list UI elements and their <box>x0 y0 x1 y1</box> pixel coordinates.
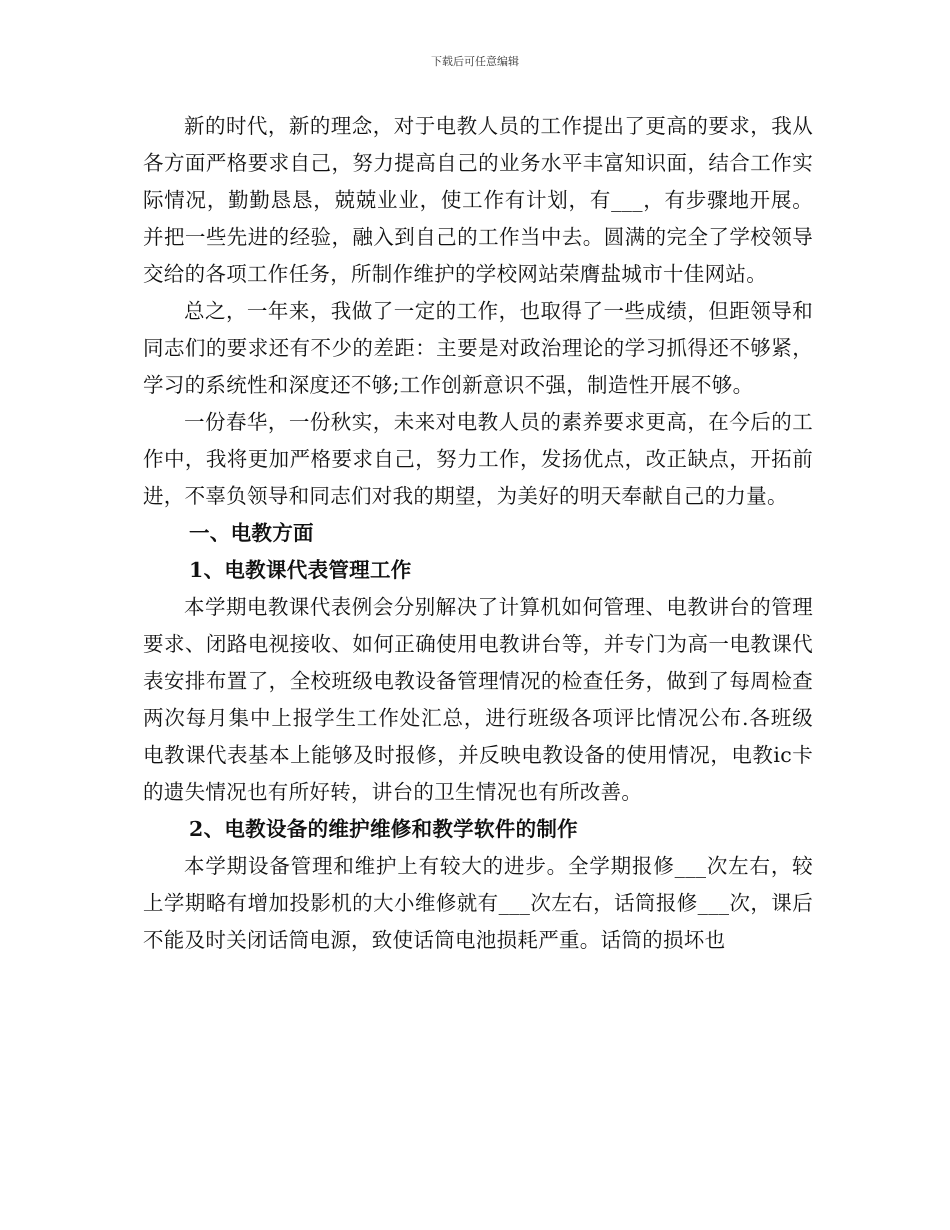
paragraph-new-era: 新的时代，新的理念，对于电教人员的工作提出了更高的要求，我从各方面严格要求自己，努力提高自己的业务水平丰富知识面，结合工作实际情况，勤勤恳恳，兢兢业业，使工作有计划，有___，有步骤地开展。并把一些先进的经验，融入到自己的工作当中去。圆满的完全了学校领导交给的各项工作任务，所制作维护的学校网站荣膺盐城市十佳网站。 <box>143 114 813 286</box>
subsection-heading-2: 2、电教设备的维护维修和教学软件的制作 <box>189 817 578 841</box>
section-heading: 一、电教方面 <box>189 521 314 545</box>
page-header: 下载后可任意编辑 <box>431 55 519 68</box>
subsection-heading-1: 1、电教课代表管理工作 <box>189 558 412 582</box>
document-body <box>143 108 813 959</box>
paragraph-outlook: 一份春华，一份秋实，未来对电教人员的素养要求更高，在今后的工作中，我将更加严格要求自己，努力工作，发扬优点，改正缺点，开拓前进，不辜负领导和同志们对我的期望，为美好的明天奉献自己的力量。 <box>143 410 813 508</box>
paragraph-equipment-maintenance: 本学期设备管理和维护上有较大的进步。全学期报修___次左右，较上学期略有增加投影机的大小维修就有___次左右，话筒报修___次，课后不能及时关闭话筒电源，致使话筒电池损耗严重。话筒的损坏也 <box>143 854 813 952</box>
paragraph-summary: 总之，一年来，我做了一定的工作，也取得了一些成绩，但距领导和同志们的要求还有不少的差距：主要是对政治理论的学习抓得还不够紧，学习的系统性和深度还不够;工作创新意识不强，制造性开展不够。 <box>143 299 813 397</box>
paragraph-representative-management: 本学期电教课代表例会分别解决了计算机如何管理、电教讲台的管理要求、闭路电视接收、如何正确使用电教讲台等，并专门为高一电教课代表安排布置了，全校班级电教设备管理情况的检查任务，做到了每周检查两次每月集中上报学生工作处汇总，进行班级各项评比情况公布.各班级电教课代表基本上能够及时报修，并反映电教设备的使用情况，电教ic卡的遗失情况也有所好转，讲台的卫生情况也有所改善。 <box>143 595 813 804</box>
